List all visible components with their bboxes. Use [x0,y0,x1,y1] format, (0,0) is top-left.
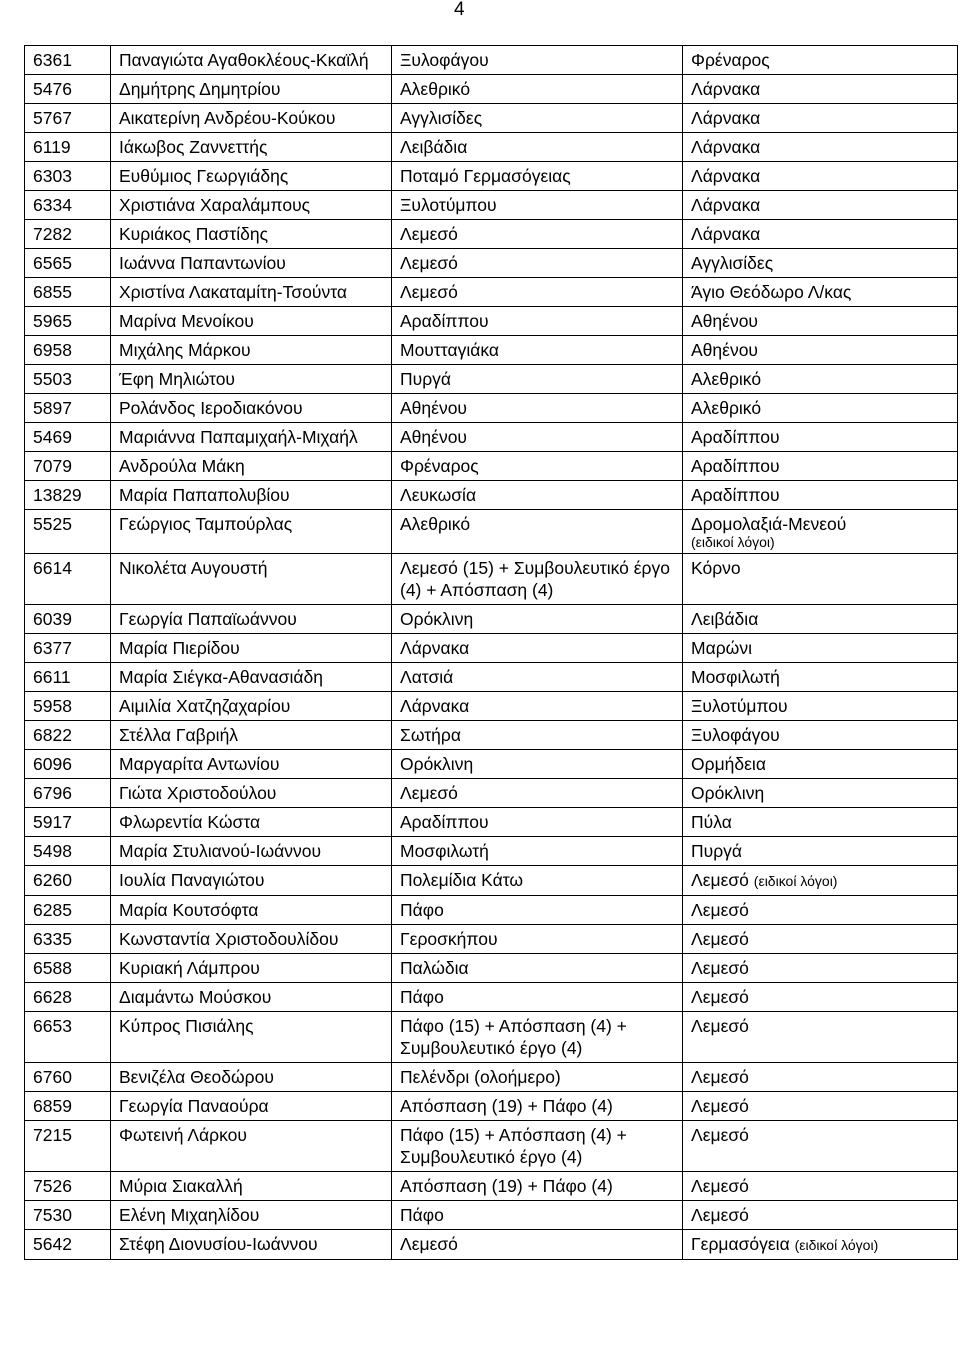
to-school-label: Λεμεσό [691,1125,749,1145]
special-reasons-note: (ειδικοί λόγοι) [691,534,775,550]
teacher-name-cell: Μαρία Κουτσόφτα [111,896,392,925]
teacher-id-cell: 5958 [25,692,111,721]
table-row [25,837,958,866]
table-row [25,692,958,721]
from-school-cell: Λεμεσό [392,220,683,249]
teacher-name-cell: Ιουλία Παναγιώτου [111,866,392,896]
to-school-cell [683,837,958,866]
to-school-cell [683,808,958,837]
teacher-name-cell: Γεωργία Παναούρα [111,1092,392,1121]
from-school-cell: Λάρνακα [392,634,683,663]
teacher-name-cell: Βενιζέλα Θεοδώρου [111,1063,392,1092]
teacher-name-cell: Νικολέτα Αυγουστή [111,554,392,605]
to-school-label: Λεμεσό [691,987,749,1007]
teacher-name-cell: Διαμάντω Μούσκου [111,983,392,1012]
to-school-cell [683,896,958,925]
teacher-name-cell: Μαρία Στυλιανού-Ιωάννου [111,837,392,866]
teacher-id-cell: 6760 [25,1063,111,1092]
table-row [25,1230,958,1260]
from-school-cell: Απόσπαση (19) + Πάφο (4) [392,1092,683,1121]
to-school-label: Μοσφιλωτή [691,667,780,687]
to-school-label: Λεμεσό [691,1176,749,1196]
to-school-label: Άγιο Θεόδωρο Λ/κας [691,282,852,302]
teacher-name-cell: Κωνσταντία Χριστοδουλίδου [111,925,392,954]
table-row [25,896,958,925]
to-school-label: Λεμεσό [691,1016,749,1036]
table-row [25,554,958,605]
table-row [25,191,958,220]
to-school-label: Λάρνακα [691,79,761,99]
from-school-cell: Μουτταγιάκα [392,336,683,365]
table-row [25,481,958,510]
to-school-cell [683,663,958,692]
to-school-label: Κόρνο [691,558,741,578]
table-row [25,634,958,663]
teacher-id-cell: 5965 [25,307,111,336]
from-school-cell: Ξυλοφάγου [392,46,683,75]
to-school-label: Λεμεσό [691,1205,749,1225]
to-school-cell [683,104,958,133]
to-school-cell [683,481,958,510]
to-school-cell [683,954,958,983]
table-row [25,1012,958,1063]
teacher-id-cell: 6096 [25,750,111,779]
to-school-label: Αραδίππου [691,485,780,505]
to-school-cell [683,554,958,605]
teacher-id-cell: 6361 [25,46,111,75]
from-school-cell: Πυργά [392,365,683,394]
teacher-name-cell: Παναγιώτα Αγαθοκλέους-Κκαϊλή [111,46,392,75]
from-school-cell: Μοσφιλωτή [392,837,683,866]
teacher-name-cell: Ιάκωβος Ζαννεττής [111,133,392,162]
teacher-id-cell: 7530 [25,1201,111,1230]
to-school-cell [683,249,958,278]
teacher-id-cell: 6119 [25,133,111,162]
to-school-cell [683,1121,958,1172]
table-row [25,394,958,423]
teacher-id-cell: 6855 [25,278,111,307]
from-school-cell: Αγγλισίδες [392,104,683,133]
to-school-cell [683,423,958,452]
table-row [25,1092,958,1121]
to-school-cell [683,278,958,307]
teacher-id-cell: 6303 [25,162,111,191]
teacher-name-cell: Ανδρούλα Μάκη [111,452,392,481]
teacher-id-cell: 7526 [25,1172,111,1201]
teacher-id-cell: 6377 [25,634,111,663]
from-school-cell: Λευκωσία [392,481,683,510]
teacher-id-cell: 6958 [25,336,111,365]
table-row [25,104,958,133]
from-school-cell: Πολεμίδια Κάτω [392,866,683,896]
to-school-cell [683,983,958,1012]
from-school-cell: Πάφο [392,1201,683,1230]
to-school-label: Αραδίππου [691,427,780,447]
to-school-label: Λάρνακα [691,137,761,157]
teacher-name-cell: Μαρία Πιερίδου [111,634,392,663]
to-school-cell [683,1230,958,1260]
table-row [25,779,958,808]
table-row [25,866,958,896]
to-school-cell [683,162,958,191]
to-school-label: Αθηένου [691,311,758,331]
teacher-name-cell: Μύρια Σιακαλλή [111,1172,392,1201]
from-school-cell: Λεμεσό [392,249,683,278]
teacher-id-cell: 5767 [25,104,111,133]
from-school-cell: Λεμεσό (15) + Συμβουλευτικό έργο (4) + Απόσπαση (4) [392,554,683,605]
to-school-cell [683,1092,958,1121]
teacher-name-cell: Ρολάνδος Ιεροδιακόνου [111,394,392,423]
teacher-name-cell: Στέλλα Γαβριήλ [111,721,392,750]
table-row [25,423,958,452]
to-school-label: Λειβάδια [691,609,759,629]
table-row [25,808,958,837]
teacher-name-cell: Δημήτρης Δημητρίου [111,75,392,104]
teacher-id-cell: 6285 [25,896,111,925]
teacher-name-cell: Αιμιλία Χατζηζαχαρίου [111,692,392,721]
table-row [25,1201,958,1230]
teacher-id-cell: 5476 [25,75,111,104]
from-school-cell: Πάφο [392,983,683,1012]
from-school-cell: Απόσπαση (19) + Πάφο (4) [392,1172,683,1201]
to-school-cell [683,510,958,554]
to-school-cell [683,1201,958,1230]
from-school-cell: Φρέναρος [392,452,683,481]
to-school-label: Λάρνακα [691,224,761,244]
table-row [25,162,958,191]
from-school-cell: Λεμεσό [392,278,683,307]
teacher-id-cell: 6822 [25,721,111,750]
table-row [25,925,958,954]
table-row [25,1172,958,1201]
teacher-name-cell: Ευθύμιος Γεωργιάδης [111,162,392,191]
teacher-name-cell: Μαριάννα Παπαμιχαήλ-Μιχαήλ [111,423,392,452]
teacher-id-cell: 7079 [25,452,111,481]
to-school-label: Πυργά [691,841,743,861]
table-row [25,365,958,394]
teacher-id-cell: 5503 [25,365,111,394]
from-school-cell: Λατσιά [392,663,683,692]
table-row [25,249,958,278]
teacher-name-cell: Μαρία Σιέγκα-Αθανασιάδη [111,663,392,692]
from-school-cell: Παλώδια [392,954,683,983]
table-row [25,46,958,75]
to-school-cell [683,46,958,75]
to-school-cell [683,75,958,104]
transfer-table [24,45,958,1260]
to-school-cell [683,692,958,721]
teacher-id-cell: 6628 [25,983,111,1012]
teacher-name-cell: Χριστιάνα Χαραλάμπους [111,191,392,220]
to-school-label: Ορμήδεια [691,754,766,774]
to-school-cell [683,307,958,336]
from-school-cell: Πάφο (15) + Απόσπαση (4) + Συμβουλευτικό έργο (4) [392,1121,683,1172]
from-school-cell: Αθηένου [392,423,683,452]
from-school-cell: Λεμεσό [392,1230,683,1260]
to-school-cell [683,721,958,750]
from-school-cell: Σωτήρα [392,721,683,750]
special-reasons-note: (ειδικοί λόγοι) [794,1237,879,1253]
table-row [25,133,958,162]
to-school-label: Λεμεσό [691,900,749,920]
table-row [25,954,958,983]
to-school-cell [683,779,958,808]
teacher-id-cell: 6796 [25,779,111,808]
to-school-label: Ορόκλινη [691,783,765,803]
table-row [25,983,958,1012]
special-reasons-note: (ειδικοί λόγοι) [753,873,838,889]
from-school-cell: Αραδίππου [392,307,683,336]
to-school-cell [683,133,958,162]
table-row [25,721,958,750]
to-school-cell [683,1012,958,1063]
to-school-cell [683,750,958,779]
teacher-id-cell: 6565 [25,249,111,278]
to-school-cell [683,394,958,423]
from-school-cell: Λεμεσό [392,779,683,808]
teacher-name-cell: Μαρίνα Μενοίκου [111,307,392,336]
to-school-cell [683,1063,958,1092]
teacher-id-cell: 5469 [25,423,111,452]
teacher-id-cell: 6334 [25,191,111,220]
to-school-label: Λεμεσό [691,958,749,978]
to-school-label: Αγγλισίδες [691,253,774,273]
page-number: 4 [454,0,465,20]
table-row [25,605,958,634]
to-school-label: Λάρνακα [691,166,761,186]
teacher-id-cell: 6335 [25,925,111,954]
to-school-cell [683,605,958,634]
from-school-cell: Ορόκλινη [392,750,683,779]
teacher-name-cell: Κυριακή Λάμπρου [111,954,392,983]
from-school-cell: Αραδίππου [392,808,683,837]
table-row [25,510,958,554]
teacher-id-cell: 5642 [25,1230,111,1260]
to-school-label: Γερμασόγεια [691,1234,790,1254]
from-school-cell: Ποταμό Γερμασόγειας [392,162,683,191]
teacher-name-cell: Φλωρεντία Κώστα [111,808,392,837]
to-school-label: Δρομολαξιά-Μενεού [691,514,847,534]
table-row [25,1063,958,1092]
to-school-label: Λεμεσό [691,870,749,890]
to-school-label: Αραδίππου [691,456,780,476]
teacher-name-cell: Ιωάννα Παπαντωνίου [111,249,392,278]
teacher-id-cell: 5917 [25,808,111,837]
teacher-name-cell: Γιώτα Χριστοδούλου [111,779,392,808]
teacher-name-cell: Φωτεινή Λάρκου [111,1121,392,1172]
to-school-label: Αλεθρικό [691,369,762,389]
to-school-label: Λάρνακα [691,108,761,128]
teacher-id-cell: 5525 [25,510,111,554]
teacher-id-cell: 6588 [25,954,111,983]
teacher-id-cell: 6611 [25,663,111,692]
table-row [25,278,958,307]
teacher-name-cell: Ελένη Μιχαηλίδου [111,1201,392,1230]
to-school-cell [683,365,958,394]
table-row [25,220,958,249]
to-school-cell [683,336,958,365]
teacher-name-cell: Κυριάκος Παστίδης [111,220,392,249]
to-school-label: Πύλα [691,812,732,832]
teacher-id-cell: 7282 [25,220,111,249]
teacher-name-cell: Μιχάλης Μάρκου [111,336,392,365]
to-school-cell [683,866,958,896]
to-school-cell [683,925,958,954]
teacher-name-cell: Αικατερίνη Ανδρέου-Κούκου [111,104,392,133]
to-school-label: Μαρώνι [691,638,752,658]
teacher-name-cell: Μαργαρίτα Αντωνίου [111,750,392,779]
table-row [25,750,958,779]
table-row [25,75,958,104]
table-row [25,307,958,336]
to-school-label: Λεμεσό [691,929,749,949]
teacher-name-cell: Στέφη Διονυσίου-Ιωάννου [111,1230,392,1260]
teacher-name-cell: Έφη Μηλιώτου [111,365,392,394]
teacher-id-cell: 13829 [25,481,111,510]
to-school-cell [683,452,958,481]
to-school-label: Λεμεσό [691,1096,749,1116]
to-school-cell [683,191,958,220]
from-school-cell: Αλεθρικό [392,510,683,554]
from-school-cell: Ξυλοτύμπου [392,191,683,220]
to-school-label: Φρέναρος [691,50,770,70]
to-school-label: Λάρνακα [691,195,761,215]
teacher-id-cell: 5498 [25,837,111,866]
to-school-label: Λεμεσό [691,1067,749,1087]
teacher-id-cell: 6614 [25,554,111,605]
from-school-cell: Γεροσκήπου [392,925,683,954]
teacher-id-cell: 7215 [25,1121,111,1172]
teacher-id-cell: 6859 [25,1092,111,1121]
from-school-cell: Πάφο [392,896,683,925]
to-school-cell [683,1172,958,1201]
teacher-name-cell: Κύπρος Πισιάλης [111,1012,392,1063]
teacher-id-cell: 5897 [25,394,111,423]
to-school-label: Αλεθρικό [691,398,762,418]
from-school-cell: Λειβάδια [392,133,683,162]
teacher-id-cell: 6039 [25,605,111,634]
transfer-table-body [25,46,958,1260]
to-school-label: Ξυλοτύμπου [691,696,788,716]
table-row [25,1121,958,1172]
table-row [25,452,958,481]
teacher-id-cell: 6653 [25,1012,111,1063]
teacher-name-cell: Γεωργία Παπαϊωάννου [111,605,392,634]
from-school-cell: Ορόκλινη [392,605,683,634]
teacher-name-cell: Χριστίνα Λακαταμίτη-Τσούντα [111,278,392,307]
to-school-cell [683,634,958,663]
teacher-name-cell: Μαρία Παπαπολυβίου [111,481,392,510]
from-school-cell: Πάφο (15) + Απόσπαση (4) + Συμβουλευτικό έργο (4) [392,1012,683,1063]
table-row [25,663,958,692]
table-row [25,336,958,365]
to-school-label: Αθηένου [691,340,758,360]
to-school-label: Ξυλοφάγου [691,725,780,745]
from-school-cell: Αλεθρικό [392,75,683,104]
from-school-cell: Αθηένου [392,394,683,423]
from-school-cell: Πελένδρι (ολοήμερο) [392,1063,683,1092]
teacher-name-cell: Γεώργιος Ταμπούρλας [111,510,392,554]
from-school-cell: Λάρνακα [392,692,683,721]
to-school-cell [683,220,958,249]
teacher-id-cell: 6260 [25,866,111,896]
